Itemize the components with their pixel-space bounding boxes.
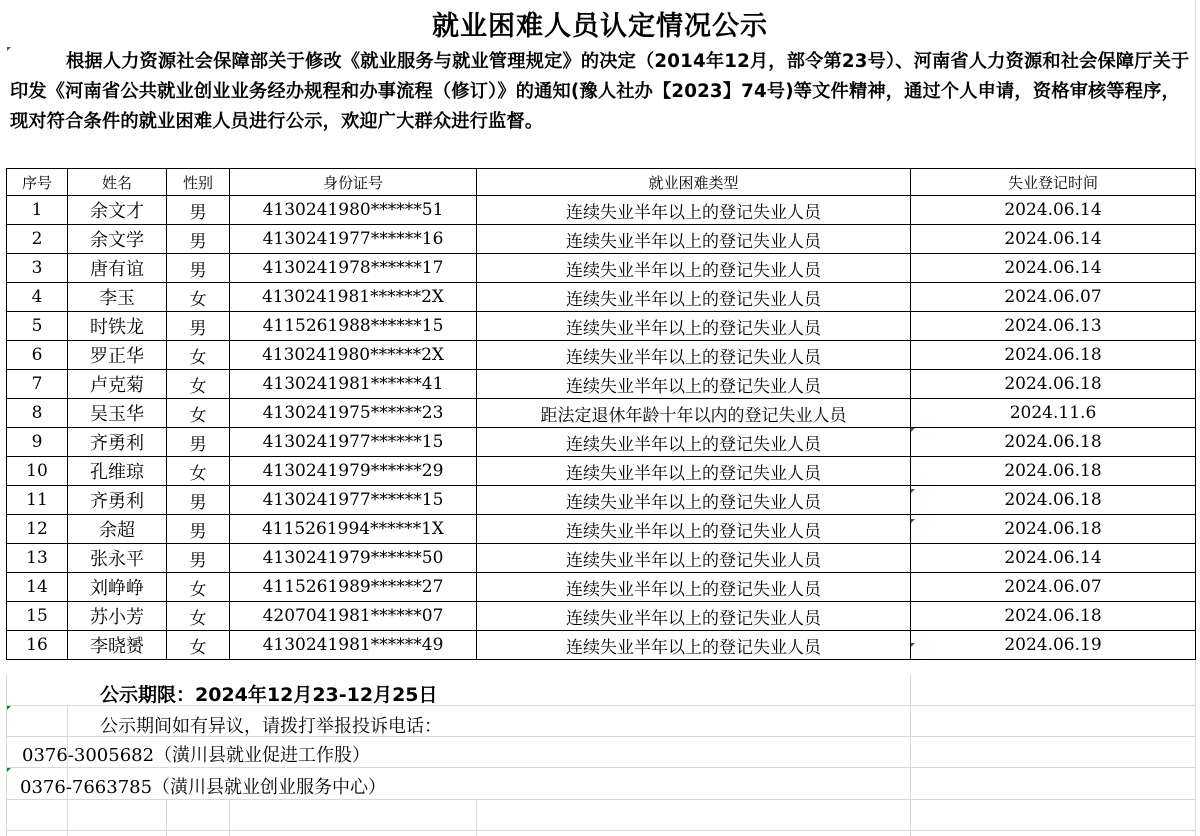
cell-id-number: 4130241980******51: [230, 196, 477, 225]
cell-index: 12: [7, 515, 68, 544]
cell-index: 2: [7, 225, 68, 254]
cell-gender: 男: [167, 225, 230, 254]
cell-id-number: 4130241979******50: [230, 544, 477, 573]
cell-id-number: 4130241981******2X: [230, 283, 477, 312]
gridline: [910, 675, 911, 836]
cell-difficulty-type: 连续失业半年以上的登记失业人员: [477, 631, 911, 660]
cell-id-number: 4115261994******1X: [230, 515, 477, 544]
table-row: [7, 428, 1196, 457]
cell-id-number: 4130241978******17: [230, 254, 477, 283]
cell-name: 唐有谊: [68, 254, 167, 283]
cell-id-number: 4207041981******07: [230, 602, 477, 631]
cell-name: 李晓赟: [68, 631, 167, 660]
cell-name: 余超: [68, 515, 167, 544]
cell-difficulty-type: 连续失业半年以上的登记失业人员: [477, 573, 911, 602]
cell-name: 孔维琼: [68, 457, 167, 486]
cell-difficulty-type: 连续失业半年以上的登记失业人员: [477, 283, 911, 312]
cell-index: 15: [7, 602, 68, 631]
applicant-table: [6, 168, 1196, 660]
table-row: [7, 225, 1196, 254]
cell-index: 8: [7, 399, 68, 428]
cell-gender: 男: [167, 544, 230, 573]
header-index: 序号: [7, 169, 68, 196]
table-row: [7, 602, 1196, 631]
cell-gender: 女: [167, 602, 230, 631]
cell-difficulty-type: 连续失业半年以上的登记失业人员: [477, 486, 911, 515]
cell-id-number: 4130241977******15: [230, 428, 477, 457]
cell-registration-date: 2024.06.07: [911, 573, 1196, 602]
cell-registration-date: 2024.06.18: [911, 486, 1196, 515]
cell-difficulty-type: 连续失业半年以上的登记失业人员: [477, 544, 911, 573]
cell-id-number: 4115261988******15: [230, 312, 477, 341]
cell-registration-date: 2024.06.07: [911, 283, 1196, 312]
cell-id-number: 4130241977******15: [230, 486, 477, 515]
intro-paragraph: 根据人力资源社会保障部关于修改《就业服务与就业管理规定》的决定（2014年12月，部令第23号）、河南省人力资源和社会保障厅关于印发《河南省公共就业创业业务经办规程和办事流程（修订）》的通知(豫人社办【2023】74号)等文件精神，通过个人申请，资格审核等程序，现对符合条件的就业困难人员进行公示，欢迎广大群众进行监督。: [10, 51, 1190, 132]
cell-index: 4: [7, 283, 68, 312]
cell-gender: 男: [167, 312, 230, 341]
gridline: [166, 800, 167, 836]
cell-difficulty-type: 连续失业半年以上的登记失业人员: [477, 370, 911, 399]
table-row: [7, 254, 1196, 283]
cell-name: 李玉: [68, 283, 167, 312]
cell-registration-date: 2024.06.18: [911, 428, 1196, 457]
header-gender: 性别: [167, 169, 230, 196]
cell-name: 时铁龙: [68, 312, 167, 341]
cell-name: 张永平: [68, 544, 167, 573]
header-name: 姓名: [68, 169, 167, 196]
cell-difficulty-type: 连续失业半年以上的登记失业人员: [477, 602, 911, 631]
notice-deadline: 公示期限：2024年12月23-12月25日: [100, 684, 438, 706]
gridline: [6, 830, 1196, 831]
table-row: [7, 370, 1196, 399]
cell-difficulty-type: 连续失业半年以上的登记失业人员: [477, 428, 911, 457]
cell-marker: [911, 643, 915, 647]
cell-marker: [911, 489, 915, 493]
cell-difficulty-type: 连续失业半年以上的登记失业人员: [477, 312, 911, 341]
header-registration-date: 失业登记时间: [911, 169, 1196, 196]
cell-marker: [911, 428, 915, 432]
cell-index: 13: [7, 544, 68, 573]
cell-name: 齐勇利: [68, 428, 167, 457]
cell-registration-date: 2024.06.14: [911, 225, 1196, 254]
gridline: [6, 799, 1196, 800]
gridline: [6, 675, 7, 836]
cell-difficulty-type: 距法定退休年龄十年以内的登记失业人员: [477, 399, 911, 428]
complaint-phone-2: 0376-7663785（潢川县就业创业服务中心）: [20, 777, 387, 798]
cell-index: 10: [7, 457, 68, 486]
cell-index: 11: [7, 486, 68, 515]
cell-difficulty-type: 连续失业半年以上的登记失业人员: [477, 515, 911, 544]
cell-name: 苏小芳: [68, 602, 167, 631]
table-row: [7, 457, 1196, 486]
cell-index: 3: [7, 254, 68, 283]
gridline: [476, 800, 477, 836]
table-row: [7, 631, 1196, 660]
table-row: [7, 399, 1196, 428]
cell-registration-date: 2024.06.18: [911, 457, 1196, 486]
cell-registration-date: 2024.06.14: [911, 544, 1196, 573]
cell-id-number: 4130241981******41: [230, 370, 477, 399]
cell-marker: [7, 768, 11, 772]
cell-registration-date: 2024.06.18: [911, 602, 1196, 631]
gridline: [6, 767, 1196, 768]
cell-id-number: 4115261989******27: [230, 573, 477, 602]
cell-gender: 女: [167, 631, 230, 660]
cell-marker: [7, 47, 11, 51]
cell-index: 14: [7, 573, 68, 602]
page-title: 就业困难人员认定情况公示: [432, 11, 768, 42]
cell-difficulty-type: 连续失业半年以上的登记失业人员: [477, 196, 911, 225]
gridline: [67, 705, 68, 836]
cell-id-number: 4130241975******23: [230, 399, 477, 428]
cell-index: 6: [7, 341, 68, 370]
cell-gender: 女: [167, 370, 230, 399]
objection-note: 公示期间如有异议，请拨打举报投诉电话：: [100, 716, 442, 737]
cell-id-number: 4130241981******49: [230, 631, 477, 660]
cell-registration-date: 2024.06.13: [911, 312, 1196, 341]
cell-gender: 女: [167, 283, 230, 312]
cell-index: 1: [7, 196, 68, 225]
cell-name: 余文学: [68, 225, 167, 254]
cell-id-number: 4130241977******16: [230, 225, 477, 254]
cell-gender: 男: [167, 515, 230, 544]
cell-name: 卢克菊: [68, 370, 167, 399]
header-id-number: 身份证号: [230, 169, 477, 196]
cell-marker: [911, 519, 915, 523]
cell-registration-date: 2024.06.18: [911, 370, 1196, 399]
table-header-row: [7, 169, 1196, 196]
cell-id-number: 4130241979******29: [230, 457, 477, 486]
gridline: [229, 800, 230, 836]
cell-name: 齐勇利: [68, 486, 167, 515]
cell-marker: [7, 706, 11, 710]
cell-registration-date: 2024.06.14: [911, 254, 1196, 283]
header-difficulty-type: 就业困难类型: [477, 169, 911, 196]
cell-gender: 女: [167, 399, 230, 428]
cell-index: 16: [7, 631, 68, 660]
cell-difficulty-type: 连续失业半年以上的登记失业人员: [477, 254, 911, 283]
cell-gender: 男: [167, 428, 230, 457]
cell-difficulty-type: 连续失业半年以上的登记失业人员: [477, 225, 911, 254]
cell-registration-date: 2024.11.6: [911, 399, 1196, 428]
table-row: [7, 544, 1196, 573]
table-row: [7, 486, 1196, 515]
cell-registration-date: 2024.06.14: [911, 196, 1196, 225]
table-row: [7, 312, 1196, 341]
cell-id-number: 4130241980******2X: [230, 341, 477, 370]
cell-gender: 女: [167, 341, 230, 370]
cell-gender: 男: [167, 486, 230, 515]
cell-name: 刘峥峥: [68, 573, 167, 602]
cell-gender: 男: [167, 254, 230, 283]
cell-name: 罗正华: [68, 341, 167, 370]
cell-name: 余文才: [68, 196, 167, 225]
table-row: [7, 573, 1196, 602]
cell-gender: 男: [167, 196, 230, 225]
cell-registration-date: 2024.06.18: [911, 341, 1196, 370]
table-row: [7, 283, 1196, 312]
complaint-phone-1: 0376-3005682（潢川县就业促进工作股）: [22, 745, 371, 766]
cell-name: 吴玉华: [68, 399, 167, 428]
cell-registration-date: 2024.06.18: [911, 515, 1196, 544]
cell-index: 5: [7, 312, 68, 341]
table-row: [7, 341, 1196, 370]
cell-gender: 女: [167, 457, 230, 486]
table-row: [7, 515, 1196, 544]
cell-gender: 女: [167, 573, 230, 602]
cell-difficulty-type: 连续失业半年以上的登记失业人员: [477, 341, 911, 370]
cell-index: 7: [7, 370, 68, 399]
cell-registration-date: 2024.06.19: [911, 631, 1196, 660]
cell-difficulty-type: 连续失业半年以上的登记失业人员: [477, 457, 911, 486]
table-row: [7, 196, 1196, 225]
cell-index: 9: [7, 428, 68, 457]
